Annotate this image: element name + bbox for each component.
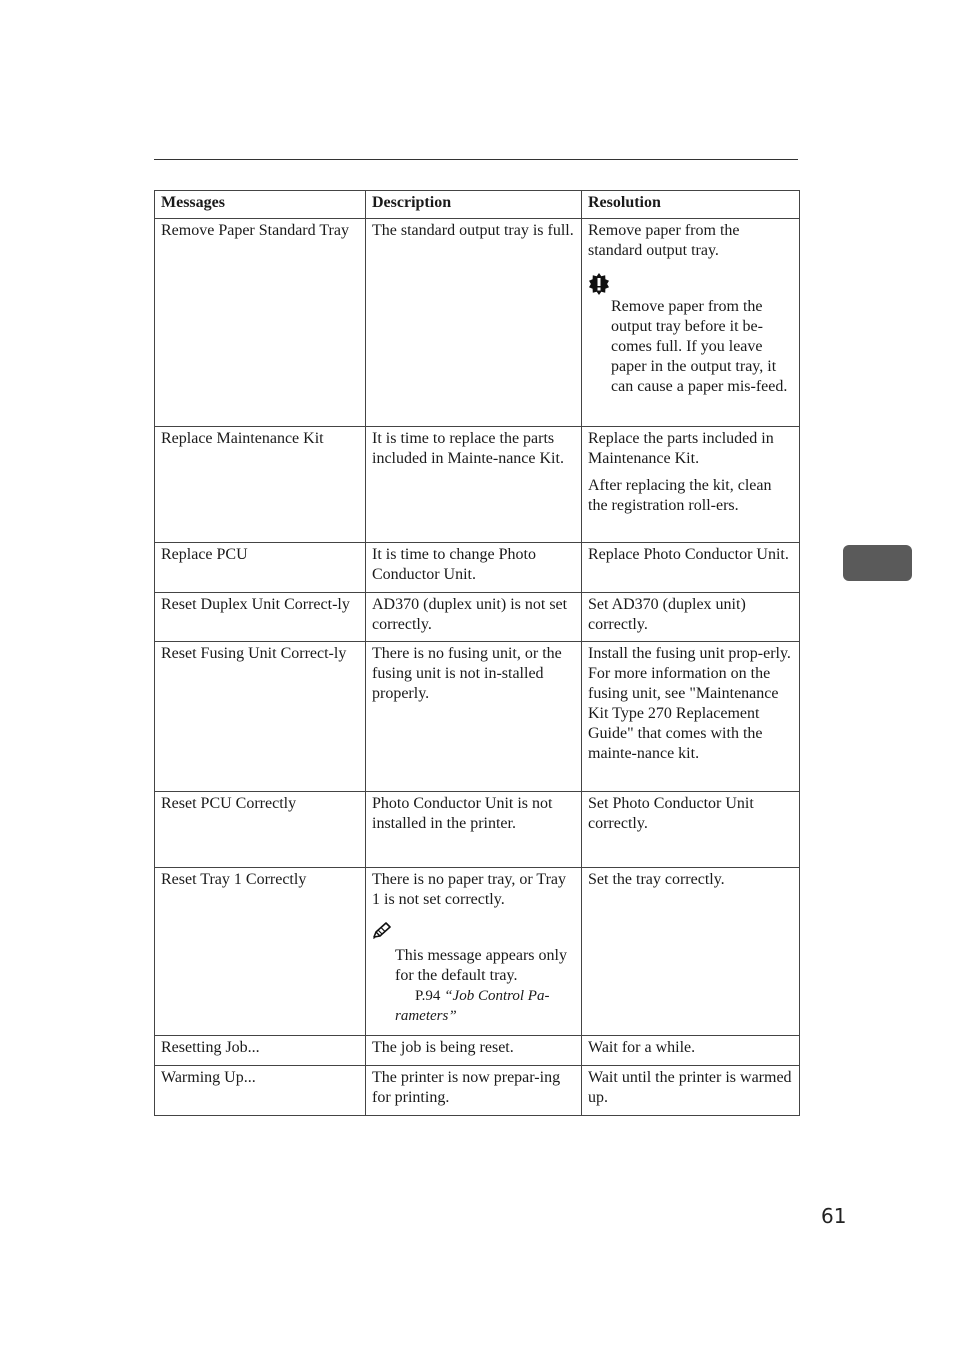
resolution-text: Replace Photo Conductor Unit. [588,546,789,563]
column-header-description: Description [366,191,582,219]
header-rule [154,159,798,160]
table-row [155,219,800,427]
description-cell [366,1066,582,1116]
description-text: Photo Conductor Unit is not installed in the printer. [372,795,553,832]
message-cell: Reset Fusing Unit Correct-ly [155,642,366,792]
resolution-text: Wait until the printer is warmed up. [588,1069,792,1106]
description-cell [366,593,582,642]
reference-page: P.94 [415,988,441,1004]
resolution-text: After replacing the kit, clean the registration roll-ers. [588,477,772,514]
resolution-cell [582,642,800,792]
description-text: The job is being reset. [372,1039,514,1056]
description-cell [366,792,582,868]
resolution-cell [582,219,800,427]
important-icon [588,273,794,297]
table-row [155,1036,800,1066]
message-cell: Replace PCU [155,543,366,593]
description-cell [366,868,582,1036]
resolution-cell [582,543,800,593]
note-text: This message appears only for the default tray. [395,947,567,984]
resolution-text: Wait for a while. [588,1039,696,1056]
table-row [155,593,800,642]
description-text: The standard output tray is full. [372,222,574,239]
description-cell [366,427,582,543]
reference-title: “Job Control Pa-rameters” [395,988,550,1024]
table-row [155,792,800,868]
resolution-text: Install the fusing unit prop-erly. For more information on the fusing unit, see "Maintenance Kit Type 270 Replacement Guide" that comes with the mainte-nance kit. [588,645,791,762]
resolution-text: Set AD370 (duplex unit) correctly. [588,596,746,633]
message-cell: Warming Up... [155,1066,366,1116]
table-header-row [155,191,800,219]
description-text: AD370 (duplex unit) is not set correctly. [372,596,568,633]
cross-reference [395,986,576,1026]
table-row [155,543,800,593]
resolution-cell [582,1066,800,1116]
description-cell [366,219,582,427]
message-cell: Remove Paper Standard Tray [155,219,366,427]
pencil-note-icon [372,922,576,946]
column-header-messages: Messages [155,191,366,219]
description-text: It is time to change Photo Conductor Unit. [372,546,536,583]
resolution-cell [582,868,800,1036]
page-number: 61 [821,1204,847,1228]
description-text: The printer is now prepar-ing for printing. [372,1069,561,1106]
chapter-tab [843,545,912,581]
message-cell: Resetting Job... [155,1036,366,1066]
table-row [155,427,800,543]
table-row [155,1066,800,1116]
description-cell [366,642,582,792]
resolution-text: Replace the parts included in Maintenance Kit. [588,430,774,467]
description-text: It is time to replace the parts included in Mainte-nance Kit. [372,430,564,467]
resolution-cell [582,1036,800,1066]
resolution-text: Set the tray correctly. [588,871,725,888]
message-cell: Replace Maintenance Kit [155,427,366,543]
table-row [155,642,800,792]
messages-table [154,190,800,1116]
resolution-text: Remove paper from the standard output tray. [588,222,740,259]
resolution-text: Set Photo Conductor Unit correctly. [588,795,754,832]
column-header-resolution: Resolution [582,191,800,219]
description-cell [366,543,582,593]
message-cell: Reset Tray 1 Correctly [155,868,366,1036]
table-row [155,868,800,1036]
description-text: There is no fusing unit, or the fusing unit is not in-stalled properly. [372,645,562,702]
description-text: There is no paper tray, or Tray 1 is not set correctly. [372,871,567,908]
resolution-cell [582,792,800,868]
important-note-text: Remove paper from the output tray before it be-comes full. If you leave paper in the output tray, it can cause a paper mis-feed. [611,298,788,395]
resolution-cell [582,593,800,642]
message-cell: Reset Duplex Unit Correct-ly [155,593,366,642]
description-cell [366,1036,582,1066]
resolution-cell [582,427,800,543]
message-cell: Reset PCU Correctly [155,792,366,868]
